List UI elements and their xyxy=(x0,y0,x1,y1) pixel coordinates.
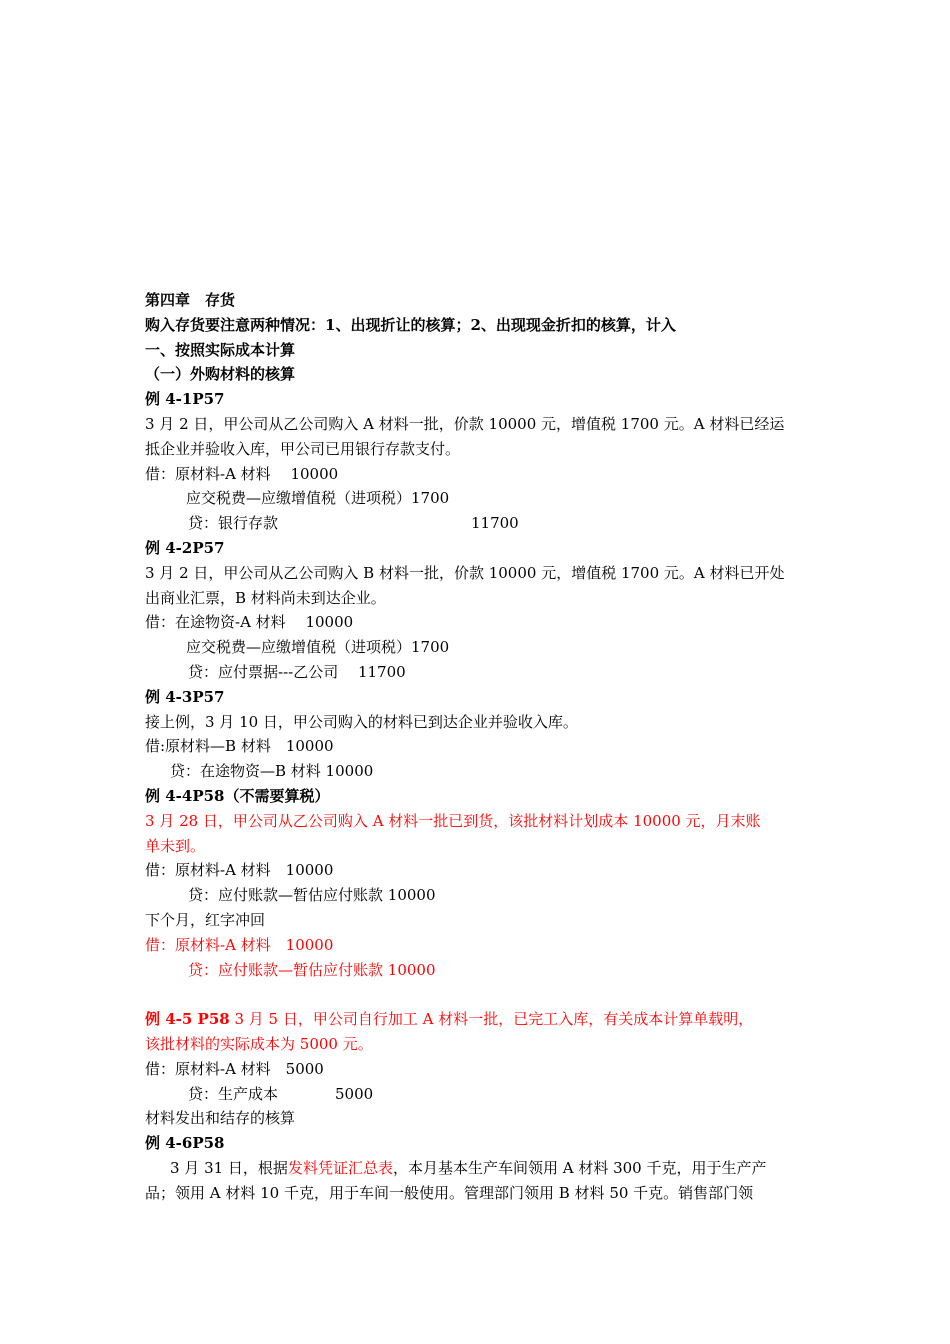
example-3-text-line-1: 接上例，3 月 10 日，甲公司购入的材料已到达企业并验收入库。 xyxy=(145,712,578,731)
example-6-text-line-1 xyxy=(145,1156,810,1181)
example-3-credit: 贷：在途物资—B 材料 10000 xyxy=(170,762,374,781)
example-3-debit: 借:原材料—B 材料 10000 xyxy=(145,737,334,756)
example-2-text-line-1: 3 月 2 日，甲公司从乙公司购入 B 材料一批，价款 10000 元，增值税 1700 元。A 材料已开处 xyxy=(145,563,785,582)
example-6-text-part-b: ，本月基本生产车间领用 A 材料 300 千克，用于生产产 xyxy=(392,1158,767,1177)
example-1-debit-2: 应交税费—应缴增值税（进项税）1700 xyxy=(186,489,450,508)
example-2-credit: 贷：应付票据---乙公司 11700 xyxy=(188,662,406,681)
example-1-text-line-1: 3 月 2 日，甲公司从乙公司购入 A 材料一批，价款 10000 元，增值税 1700 元。A 材料已经运 xyxy=(145,414,785,433)
section-heading: 一、按照实际成本计算 xyxy=(145,340,296,359)
example-5-debit: 借：原材料-A 材料 5000 xyxy=(145,1059,324,1078)
subsection-heading: （一）外购材料的核算 xyxy=(145,365,296,384)
example-2-text-line-2: 出商业汇票，B 材料尚未到达企业。 xyxy=(145,588,386,607)
example-2-debit-2: 应交税费—应缴增值税（进项税）1700 xyxy=(186,638,450,657)
example-4-reversal-debit: 借：原材料-A 材料 10000 xyxy=(145,935,334,954)
example-4-title: 例 4-4P58（不需要算税） xyxy=(145,786,330,805)
example-1-credit-label: 贷：银行存款 xyxy=(188,514,279,533)
example-6-text-part-a: 3 月 31 日，根据 xyxy=(170,1158,288,1177)
example-4-reversal-note: 下个月，红字冲回 xyxy=(145,910,266,929)
example-5-credit xyxy=(145,1082,810,1107)
blank-line xyxy=(145,982,810,1007)
example-5-text-line-1: 3 月 5 日，甲公司自行加工 A 材料一批，已完工入库，有关成本计算单载明， xyxy=(229,1010,754,1029)
example-3-title: 例 4-3P57 xyxy=(145,687,225,706)
example-5-text-line-2: 该批材料的实际成本为 5000 元。 xyxy=(145,1034,373,1053)
example-2-title: 例 4-2P57 xyxy=(145,538,225,557)
example-4-debit: 借：原材料-A 材料 10000 xyxy=(145,861,334,880)
intro-text: 购入存货要注意两种情况：1、出现折让的核算；2、出现现金折扣的核算，计入 xyxy=(145,315,676,334)
material-issue-heading: 材料发出和结存的核算 xyxy=(145,1109,296,1128)
example-4-text-line-2: 单未到。 xyxy=(145,836,206,855)
example-4-reversal-credit: 贷：应付账款—暂估应付账款 10000 xyxy=(188,960,436,979)
example-1-credit-amount: 11700 xyxy=(471,514,519,533)
chapter-title: 第四章 存货 xyxy=(145,291,236,309)
example-6-title: 例 4-6P58 xyxy=(145,1134,225,1153)
example-4-text-line-1: 3 月 28 日，甲公司从乙公司购入 A 材料一批已到货，该批材料计划成本 10000 元，月末账 xyxy=(145,811,761,830)
example-5-credit-amount: 5000 xyxy=(335,1084,374,1103)
example-1-debit-1: 借：原材料-A 材料 10000 xyxy=(145,464,339,483)
example-5-credit-label: 贷：生产成本 xyxy=(188,1084,279,1103)
document-body xyxy=(145,288,810,1205)
example-4-credit: 贷：应付账款—暂估应付账款 10000 xyxy=(188,886,436,905)
example-6-highlight: 发料凭证汇总表 xyxy=(287,1158,393,1177)
example-6-text-line-2: 品；领用 A 材料 10 千克，用于车间一般使用。管理部门领用 B 材料 50 千克。销售部门领 xyxy=(145,1183,754,1202)
example-1-text-line-2: 抵企业并验收入库，甲公司已用银行存款支付。 xyxy=(145,439,461,458)
example-5-line-1 xyxy=(145,1007,810,1032)
example-1-credit xyxy=(145,511,810,536)
example-2-debit-1: 借：在途物资-A 材料 10000 xyxy=(145,613,354,632)
example-5-title: 例 4-5 P58 xyxy=(145,1010,230,1029)
example-1-title: 例 4-1P57 xyxy=(145,390,225,409)
